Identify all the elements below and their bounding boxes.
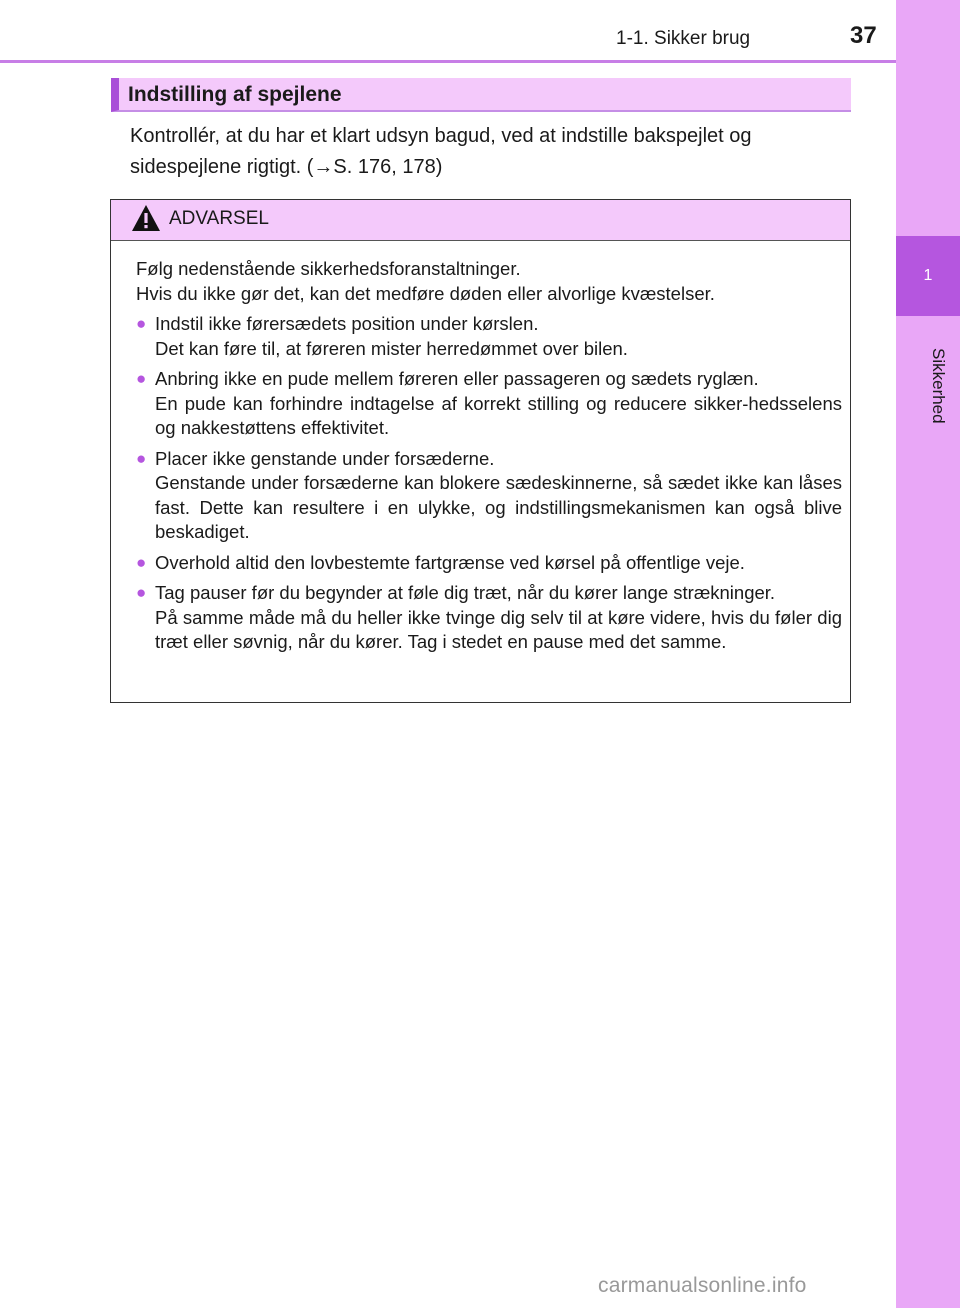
bullet-icon: ● (136, 369, 147, 388)
watermark: carmanualsonline.info (598, 1274, 807, 1297)
item-lead: Tag pauser før du begynder at føle dig træt, når du kører lange strækninger. (155, 582, 776, 603)
item-detail: På samme måde må du heller ikke tvinge dig selv til at køre videre, hvis du føler dig træt eller søvnig, når du kører. Tag i stedet en pause med det samme. (155, 606, 842, 652)
chapter-name: Sikkerhed (929, 348, 948, 424)
item-detail: Det kan føre til, at føreren mister herredømmet over bilen. (155, 337, 628, 359)
bullet-icon: ● (136, 552, 147, 572)
item-lead: Anbring ikke en pude mellem føreren eller passageren og sædets ryglæn. (155, 368, 759, 389)
header-rule (0, 60, 896, 63)
item-lead: Overhold altid den lovbestemte fartgrænse ved kørsel på offentlige veje. (155, 551, 745, 573)
item-detail: Genstande under forsæderne kan blokere sædeskinnerne, så sædet ikke kan låses fast. Dette kan resultere i en ulykke, og indstillingsmekanismen kan også blive beskadiget. (155, 472, 842, 542)
item-lead: Indstil ikke førersædets position under kørslen. (155, 313, 539, 334)
bullet-icon: ● (136, 448, 147, 468)
bullet-icon: ● (136, 583, 147, 602)
item-detail: En pude kan forhindre indtagelse af korrekt stilling og reducere sikker-hedsselens og nakkestøttens effektivitet. (155, 392, 842, 438)
chapter-number: 1 (896, 236, 960, 316)
section-intro: Kontrollér, at du har et klart udsyn bagud, ved at indstille bakspejlet og sidespejlene rigtigt. (→S. 176, 178) (130, 125, 752, 178)
list-item (136, 581, 842, 655)
item-lead: Placer ikke genstande under forsæderne. (155, 447, 495, 469)
warning-intro (136, 257, 842, 306)
list-item (136, 312, 842, 361)
warning-intro-line: Følg nedenstående sikkerhedsforanstaltninger. (136, 258, 521, 279)
warning-body (111, 241, 850, 655)
list-item (136, 447, 842, 545)
list-item (136, 367, 842, 441)
warning-header (111, 200, 850, 241)
list-item (136, 551, 842, 576)
warning-triangle-icon (131, 204, 161, 237)
chapter-side-tab (896, 0, 960, 1308)
running-head: 1-1. Sikker brug (616, 28, 751, 49)
warning-box (110, 199, 851, 703)
warning-intro-line: Hvis du ikke gør det, kan det medføre døden eller alvorlige kvæstelser. (136, 282, 715, 304)
page-number: 37 (850, 22, 877, 49)
section-title: Indstilling af spejlene (111, 78, 851, 112)
bullet-icon: ● (136, 314, 147, 333)
warning-label: ADVARSEL (169, 208, 269, 229)
